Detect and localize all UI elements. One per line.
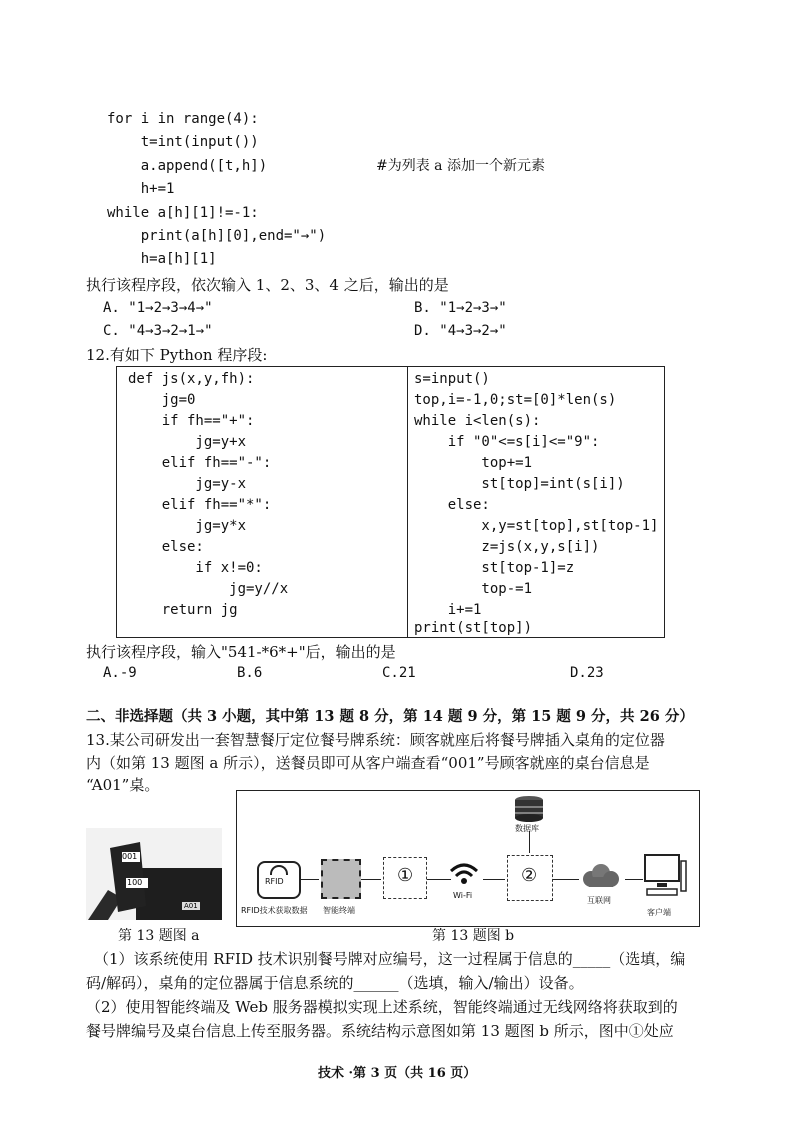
client-label: 客户端 <box>647 908 671 917</box>
code-line: while i<len(s): <box>414 413 541 429</box>
rfid-icon <box>257 861 301 899</box>
option-a: A.-9 <box>103 665 137 681</box>
rfid-caption: RFID技术获取数据 <box>241 906 308 915</box>
rfid-label: RFID <box>265 877 284 886</box>
code-line: top+=1 <box>414 455 533 471</box>
chip-icon <box>321 859 361 899</box>
table-label: A01 <box>184 902 198 910</box>
box-2-label: ② <box>521 865 538 886</box>
q13-sub-line: （2）使用智能终端及 Web 服务器模拟实现上述系统，智能终端通过无线网络将获取到的 <box>86 998 678 1016</box>
q13-line: 13.某公司研发出一套智慧餐厅定位餐号牌系统：顾客就座后将餐号牌插入桌角的定位器 <box>86 731 665 749</box>
code-line: jg=y-x <box>128 476 247 492</box>
code-line: for i in range(4): <box>107 111 259 127</box>
code-line: st[top-1]=z <box>414 560 575 576</box>
database-label: 数据库 <box>515 824 539 833</box>
code-line: elif fh=="-": <box>128 455 272 471</box>
option-b: B.6 <box>237 665 263 681</box>
option-d: D. "4→3→2→" <box>414 323 507 339</box>
code-line: jg=0 <box>128 392 196 408</box>
wifi-label: Wi-Fi <box>453 891 473 900</box>
tag-label: 100 <box>127 878 143 887</box>
arrow <box>553 879 579 880</box>
code-line: return jg <box>128 602 238 618</box>
code-line: h+=1 <box>107 181 175 197</box>
code-line: top,i=-1,0;st=[0]*len(s) <box>414 392 617 408</box>
q13-sub-line: 码/解码），桌角的定位器属于信息系统的______（选填，输入/输出）设备。 <box>86 974 584 992</box>
code-line: print(st[top]) <box>414 620 533 636</box>
code-line: if fh=="+": <box>128 413 255 429</box>
question-12-text: 执行该程序段，输入"541-*6*+"后，输出的是 <box>86 643 396 661</box>
option-a: A. "1→2→3→4→" <box>103 300 213 316</box>
code-line: st[top]=int(s[i]) <box>414 476 625 492</box>
option-c: C.21 <box>382 665 416 681</box>
code-line: if x!=0: <box>128 560 263 576</box>
code-line: i+=1 <box>414 602 482 618</box>
arrow <box>483 879 505 880</box>
database-icon <box>513 795 545 823</box>
code-line: x,y=st[top],st[top-1] <box>414 518 659 534</box>
computer-icon <box>643 853 687 899</box>
code-line: a.append([t,h]) <box>107 158 268 174</box>
photo-hand-tag <box>86 828 222 920</box>
code-line: jg=y//x <box>128 581 289 597</box>
code-line: jg=y*x <box>128 518 247 534</box>
q13-line: “A01”桌。 <box>86 776 160 794</box>
code-line: else: <box>414 497 490 513</box>
internet-label: 互联网 <box>587 896 611 905</box>
arrow <box>427 879 451 880</box>
figure-b-caption: 第 13 题图 b <box>432 928 515 944</box>
tag-label: 001 <box>122 852 138 861</box>
option-d: D.23 <box>570 665 604 681</box>
code-line: z=js(x,y,s[i]) <box>414 539 600 555</box>
arrow <box>625 879 643 880</box>
arrow <box>299 879 319 880</box>
arrow <box>361 879 381 880</box>
arrow <box>529 831 530 853</box>
code-comment: #为列表 a 添加一个新元素 <box>376 158 545 174</box>
figure-b-diagram <box>236 790 700 927</box>
section-title: 二、非选择题（共 3 小题，其中第 13 题 8 分，第 14 题 9 分，第 15 题 9 分，共 26 分） <box>86 708 694 725</box>
code-line: while a[h][1]!=-1: <box>107 205 259 221</box>
figure-a-caption: 第 13 题图 a <box>118 928 200 944</box>
option-c: C. "4→3→2→1→" <box>103 323 213 339</box>
q13-sub-line: 餐号牌编号及桌台信息上传至服务器。系统结构示意图如第 13 题图 b 所示，图中①处应 <box>86 1022 674 1040</box>
q13-sub-line: （1）该系统使用 RFID 技术识别餐号牌对应编号，这一过程属于信息的_____（选填，编 <box>94 950 686 968</box>
code-line: def js(x,y,fh): <box>128 371 255 387</box>
code-line: t=int(input()) <box>107 134 259 150</box>
code-line: print(a[h][0],end="→") <box>107 228 327 244</box>
question-12-title: 12.有如下 Python 程序段: <box>86 346 268 364</box>
code-line: elif fh=="*": <box>128 497 272 513</box>
figure-a-photo <box>86 828 222 920</box>
code-line: if "0"<=s[i]<="9": <box>414 434 600 450</box>
code-line: s=input() <box>414 371 490 387</box>
code-line: jg=y+x <box>128 434 247 450</box>
question-11-text: 执行该程序段，依次输入 1、2、3、4 之后，输出的是 <box>86 276 449 294</box>
wifi-icon <box>449 861 479 885</box>
q13-line: 内（如第 13 题图 a 所示），送餐员即可从客户端查看“001”号顾客就座的桌台信息是 <box>86 754 650 772</box>
box-1-label: ① <box>397 865 414 886</box>
code-line: top-=1 <box>414 581 533 597</box>
terminal-caption: 智能终端 <box>323 906 355 915</box>
cloud-icon <box>579 863 623 889</box>
code-line: h=a[h][1] <box>107 251 217 267</box>
option-b: B. "1→2→3→" <box>414 300 507 316</box>
code-line: else: <box>128 539 204 555</box>
page-footer: 技术 ·第 3 页（共 16 页） <box>318 1066 477 1081</box>
